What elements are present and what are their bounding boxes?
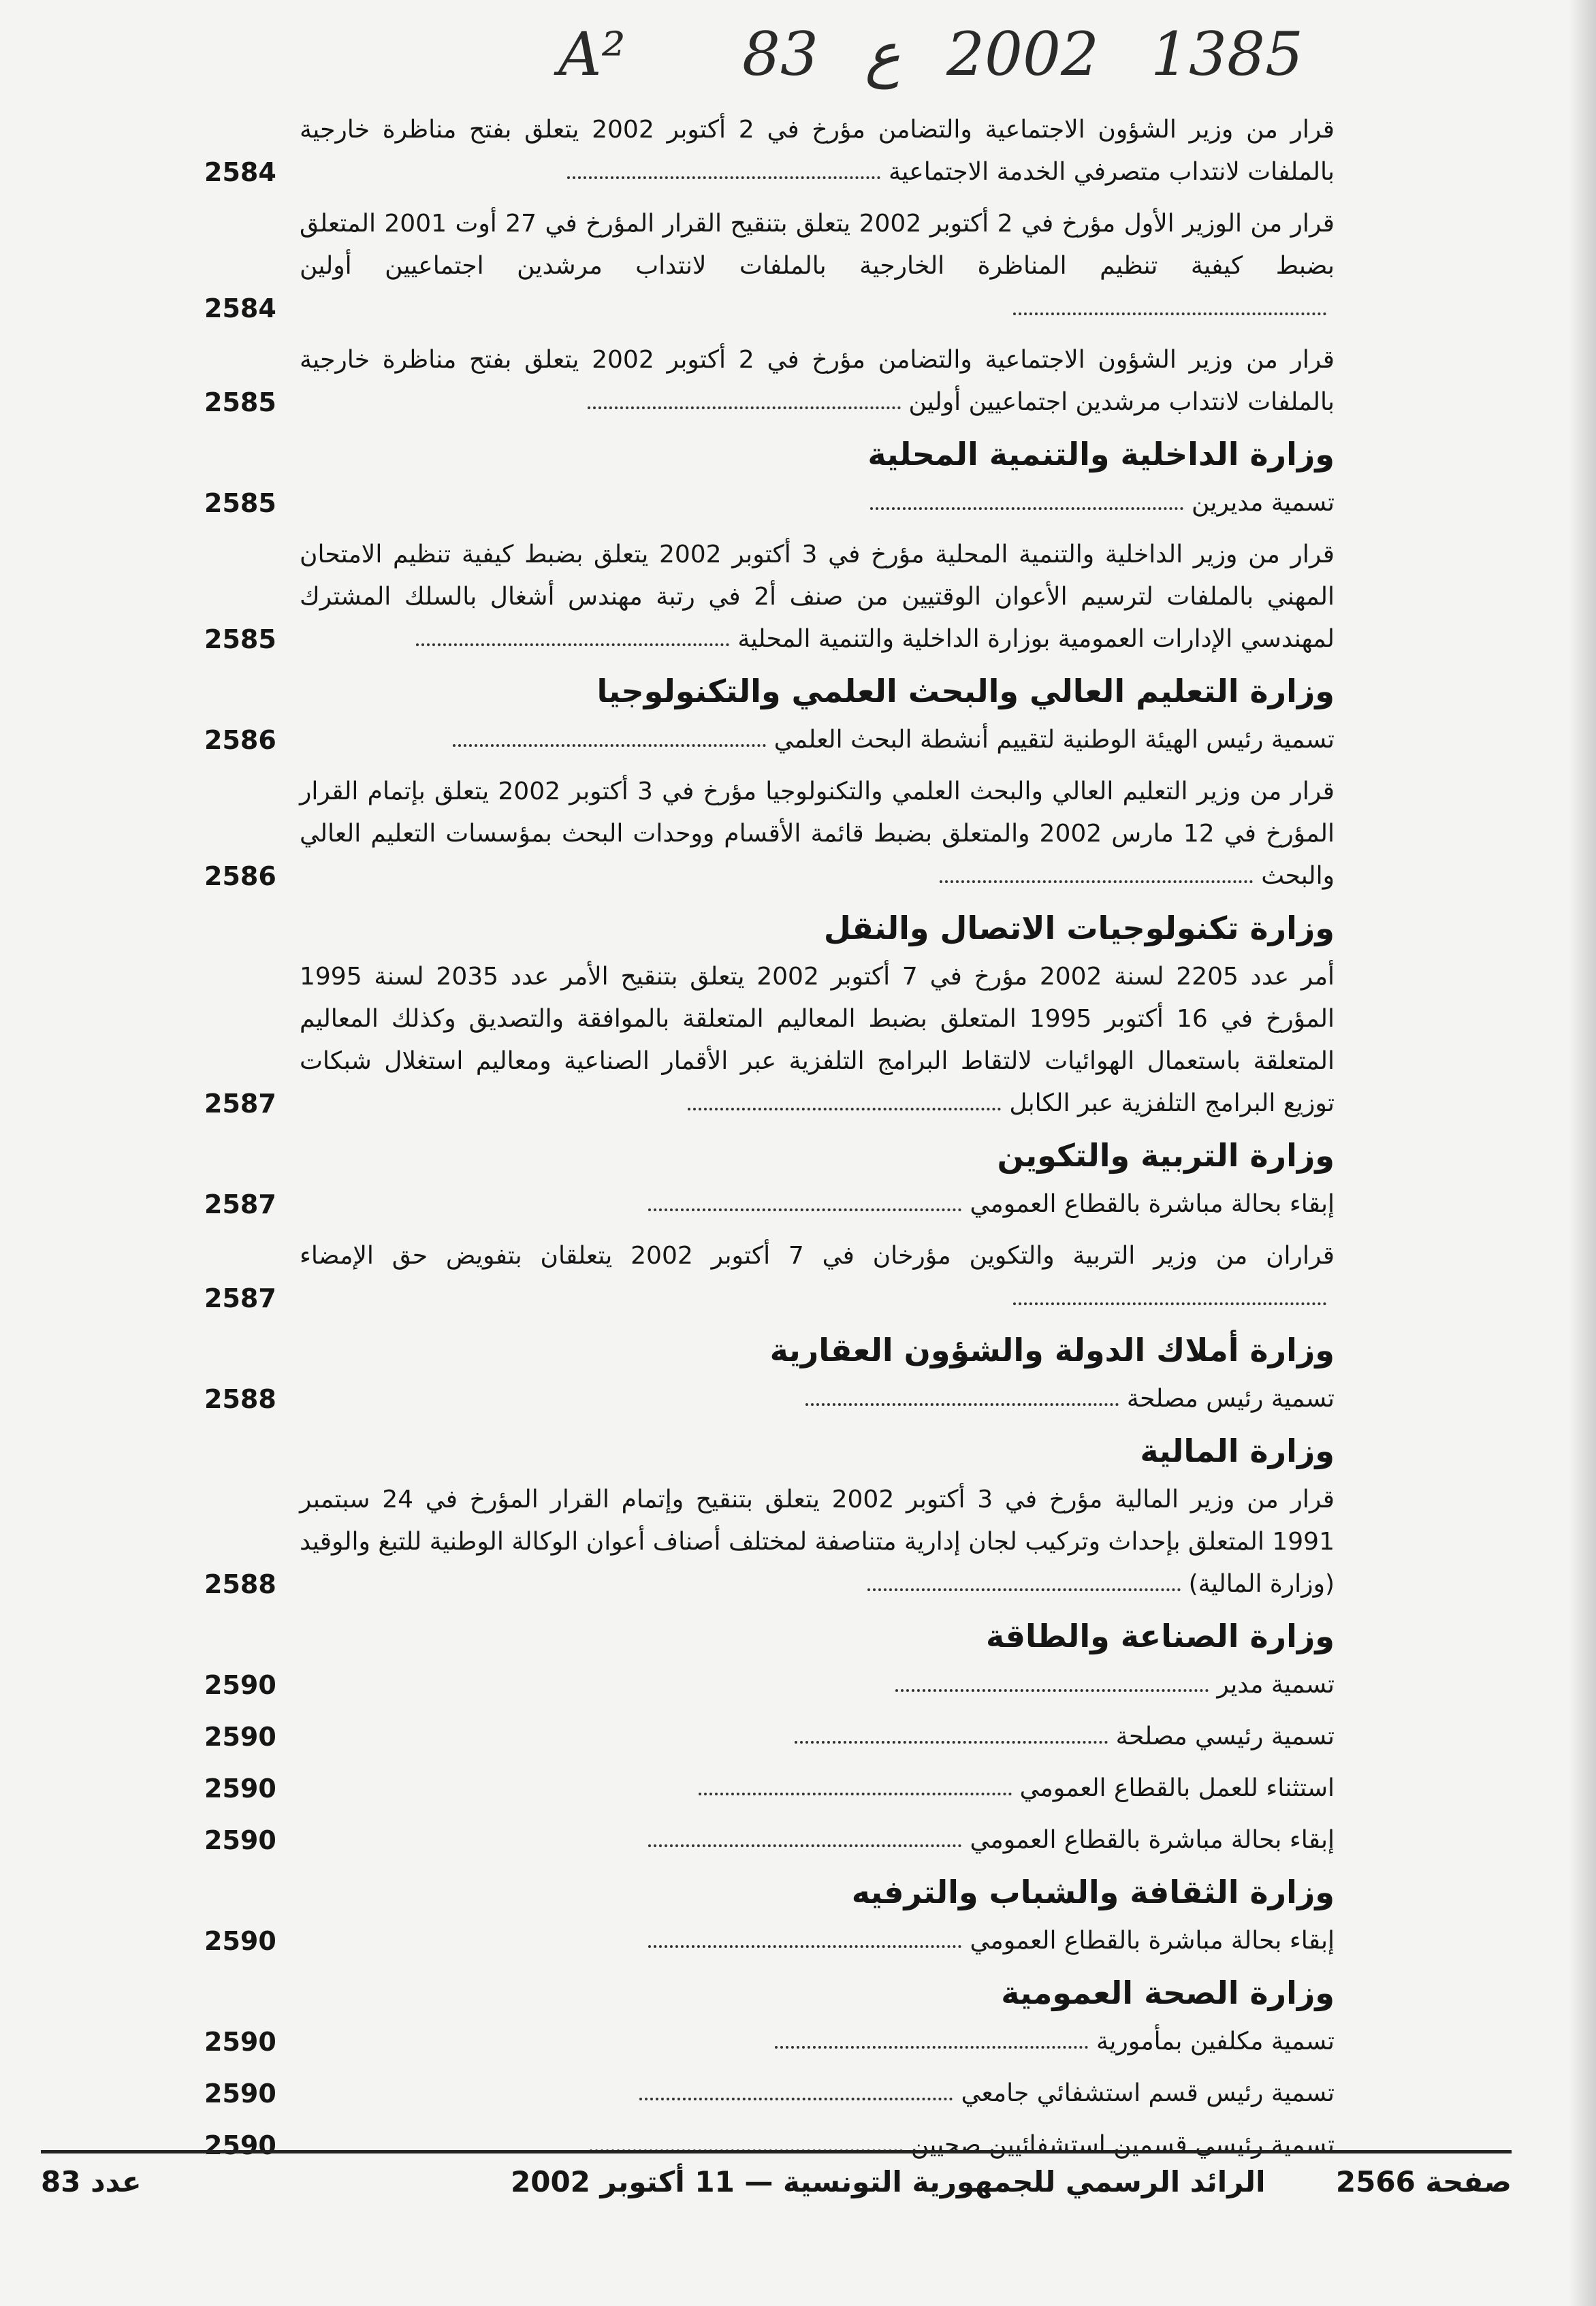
toc-entry [204,956,1335,1125]
toc-entry-text-wrap [293,2124,1335,2166]
ministry-heading: وزارة أملاك الدولة والشؤون العقارية [769,1332,1335,1368]
toc-page-number: 2586 [204,725,276,755]
toc-page-number: 2590 [204,1825,276,1855]
toc-entry-text: تسمية رئيسي مصلحة [1115,1723,1335,1750]
toc-entry-text-wrap [293,203,1335,330]
dot-leader [895,1680,1209,1692]
handwritten-year: 2002 [946,19,1099,89]
toc-entry-text-wrap [293,1183,1335,1226]
toc-page-number: 2587 [204,1189,276,1219]
toc-entry-text: قرار من وزير الداخلية والتنمية المحلية مؤرخ في 3 أكتوبر 2002 يتعلق بضبط كيفية تنظيم الامتحان المهني بالملفات لترسيم الأعوان الوقتيين من صنف أ2 في رتبة مهندس أشغال بالسلك المشترك لمهندسي الإدارات العمومية بوزارة الداخلية والتنمية المحلية [300,541,1335,653]
toc-section [204,109,1335,423]
toc-entry-text-wrap [293,109,1335,193]
toc-entry [204,339,1335,423]
toc-page-number: 2588 [204,1384,276,1414]
toc-entry-text: تسمية رئيس قسم استشفائي جامعي [961,2079,1335,2107]
toc-page-number: 2585 [204,387,276,417]
toc-entry-text: تسمية مدير [1217,1671,1335,1699]
dot-leader [867,1579,1181,1591]
toc-entry [204,109,1335,193]
toc-entry [204,1920,1335,1962]
ministry-heading: وزارة المالية [1140,1432,1335,1469]
toc-entry-text: استثناء للعمل بالقطاع العمومي [1019,1774,1335,1802]
toc-section [204,907,1335,1125]
toc-entry [204,1716,1335,1758]
toc-entry [204,534,1335,660]
toc-page-number: 2588 [204,1569,276,1599]
toc-page-number: 2590 [204,1926,276,1956]
toc-page-number: 2584 [204,157,276,187]
ministry-heading: وزارة التربية والتكوين [997,1137,1335,1174]
toc-page-number: 2587 [204,1283,276,1313]
toc-entry [204,1819,1335,1861]
dot-leader [453,735,766,747]
dot-leader [870,498,1183,510]
toc-section [204,433,1335,660]
dot-leader [1013,1293,1326,1305]
dot-leader [795,1731,1108,1744]
page-footer [41,2165,1512,2213]
toc-section [204,1329,1335,1420]
toc-entry [204,482,1335,524]
handwritten-number: 1385 [1151,19,1303,89]
toc-entry [204,719,1335,761]
toc-entry-text: قرار من الوزير الأول مؤرخ في 2 أكتوبر 2002 يتعلق بتنقيح القرار المؤرخ في 27 أوت 2001 المتعلق بضبط كيفية تنظيم المناظرة الخارجية بالملفات لانتداب مرشدين اجتماعيين أولين [300,210,1335,280]
toc-page-number: 2590 [204,2130,276,2160]
ministry-heading: وزارة الصحة العمومية [1001,1974,1335,2011]
toc-entry-text: قرار من وزير الشؤون الاجتماعية والتضامن مؤرخ في 2 أكتوبر 2002 يتعلق بفتح مناظرة خارجية بالملفات لانتداب متصرفي الخدمة الاجتماعية [300,116,1335,186]
footer-publication-title: الرائد الرسمي للجمهورية التونسية — 11 أكتوبر 2002 [511,2165,1266,2198]
toc-entry-text-wrap [293,482,1335,524]
toc-page-number: 2584 [204,293,276,323]
toc-section [204,1871,1335,1962]
toc-page-number: 2587 [204,1089,276,1119]
toc-entry-text: قرار من وزير التعليم العالي والبحث العلمي والتكنولوجيا مؤرخ في 3 أكتوبر 2002 يتعلق بإتمام القرار المؤرخ في 12 مارس 2002 والمتعلق بضبط قائمة الأقسام ووحدات البحث بمؤسسات التعليم العالي والبحث [300,778,1335,890]
dot-leader [639,2088,953,2100]
dot-leader [648,1936,961,1948]
toc-entry [204,1664,1335,1706]
toc-entry-text-wrap [293,771,1335,897]
ministry-heading: وزارة الداخلية والتنمية المحلية [867,436,1335,473]
toc-entry-text-wrap [293,339,1335,423]
dot-leader [567,167,880,179]
toc-entry-text: إبقاء بحالة مباشرة بالقطاع العمومي [970,1190,1335,1218]
toc-section [204,1134,1335,1319]
toc-entry [204,1183,1335,1226]
toc-entry [204,2072,1335,2115]
toc-entry [204,771,1335,897]
footer-rule [41,2150,1512,2153]
toc-entry-text: قرار من وزير الشؤون الاجتماعية والتضامن مؤرخ في 2 أكتوبر 2002 يتعلق بفتح مناظرة خارجية بالملفات لانتداب مرشدين اجتماعيين أولين [300,346,1335,416]
toc-entry-text: قراران من وزير التربية والتكوين مؤرخان في 7 أكتوبر 2002 يتعلقان بتفويض حق الإمضاء [300,1242,1335,1270]
toc-entry [204,1479,1335,1605]
toc-entry-text-wrap [293,719,1335,761]
toc-entry-text-wrap [293,1767,1335,1810]
toc-entry-text-wrap [293,534,1335,660]
toc-page-number: 2586 [204,861,276,891]
toc-entry-text: تسمية مديرين [1191,489,1335,517]
toc-entry-text-wrap [293,1479,1335,1605]
toc-entry-text: تسمية رئيس مصلحة [1126,1385,1335,1413]
ministry-heading: وزارة تكنولوجيات الاتصال والنقل [823,910,1335,946]
handwritten-annotation [558,19,1307,94]
handwritten-issue: 83 [742,19,818,89]
dot-leader [416,634,729,646]
handwritten-mark: A² [558,19,626,89]
toc-entry-text-wrap [293,2021,1335,2063]
toc-entry-text-wrap [293,1235,1335,1319]
toc-entry-text-wrap [293,1664,1335,1706]
ministry-heading: وزارة الثقافة والشباب والترفيه [851,1874,1335,1910]
table-of-contents [204,109,1335,2176]
scan-edge-shadow [1569,0,1596,2306]
footer-page-number: صفحة 2566 [1335,2165,1512,2198]
toc-page-number: 2590 [204,1774,276,1804]
toc-entry-text-wrap [293,1819,1335,1861]
toc-entry-text-wrap [293,1920,1335,1962]
toc-page-number: 2585 [204,624,276,654]
toc-entry-text: تسمية مكلفين بمأمورية [1096,2028,1335,2055]
toc-entry-text-wrap [293,956,1335,1125]
dot-leader [940,871,1253,883]
toc-entry-text: إبقاء بحالة مباشرة بالقطاع العمومي [970,1826,1335,1854]
toc-entry [204,203,1335,330]
toc-page-number: 2590 [204,2027,276,2057]
toc-section [204,1430,1335,1605]
toc-entry-text: تسمية رئيس الهيئة الوطنية لتقييم أنشطة البحث العلمي [773,726,1335,754]
toc-page-number: 2590 [204,1670,276,1700]
dot-leader [699,1783,1012,1795]
toc-page-number: 2590 [204,1722,276,1752]
toc-entry [204,2021,1335,2063]
footer-issue-number: عدد 83 [41,2165,142,2198]
ministry-heading: وزارة الصناعة والطاقة [986,1618,1335,1654]
toc-entry-text: تسمية رئيسي قسمين استشفائيين صحيين [910,2131,1335,2159]
dot-leader [588,397,901,409]
dot-leader [688,1098,1001,1110]
toc-entry [204,1378,1335,1420]
toc-section [204,1972,1335,2166]
toc-entry-text-wrap [293,2072,1335,2115]
toc-entry-text: إبقاء بحالة مباشرة بالقطاع العمومي [970,1927,1335,1955]
toc-entry-text: أمر عدد 2205 لسنة 2002 مؤرخ في 7 أكتوبر 2002 يتعلق بتنقيح الأمر عدد 2035 لسنة 1995 المؤرخ في 16 أكتوبر 1995 المتعلق بضبط المعاليم المتعلقة بالموافقة والتصديق وكذلك المعاليم المتعلقة باستعمال الهوائيات لالتقاط البرامج التلفزية عبر الأقمار الصناعية ومعاليم استغلال شبكات توزيع البرامج التلفزية عبر الكابل [300,963,1335,1117]
dot-leader [648,1199,961,1211]
toc-entry-text: قرار من وزير المالية مؤرخ في 3 أكتوبر 2002 يتعلق بتنقيح وإتمام القرار المؤرخ في 24 سبتمبر 1991 المتعلق بإحداث وتركيب لجان إدارية متناصفة لمختلف أصناف أعوان الوكالة الوطنية للتبغ والوقيد (وزارة المالية) [300,1486,1335,1598]
dot-leader [805,1394,1119,1406]
toc-entry-text-wrap [293,1716,1335,1758]
handwritten-letter: ع [865,19,901,89]
toc-entry [204,2124,1335,2166]
dot-leader [648,1835,961,1847]
dot-leader [775,2036,1088,2049]
toc-entry [204,1767,1335,1810]
ministry-heading: وزارة التعليم العالي والبحث العلمي والتكنولوجيا [596,673,1335,709]
toc-page-number: 2585 [204,488,276,518]
toc-section [204,670,1335,897]
dot-leader [1013,303,1326,315]
toc-section [204,1615,1335,1861]
toc-entry-text-wrap [293,1378,1335,1420]
toc-entry [204,1235,1335,1319]
toc-page-number: 2590 [204,2079,276,2109]
